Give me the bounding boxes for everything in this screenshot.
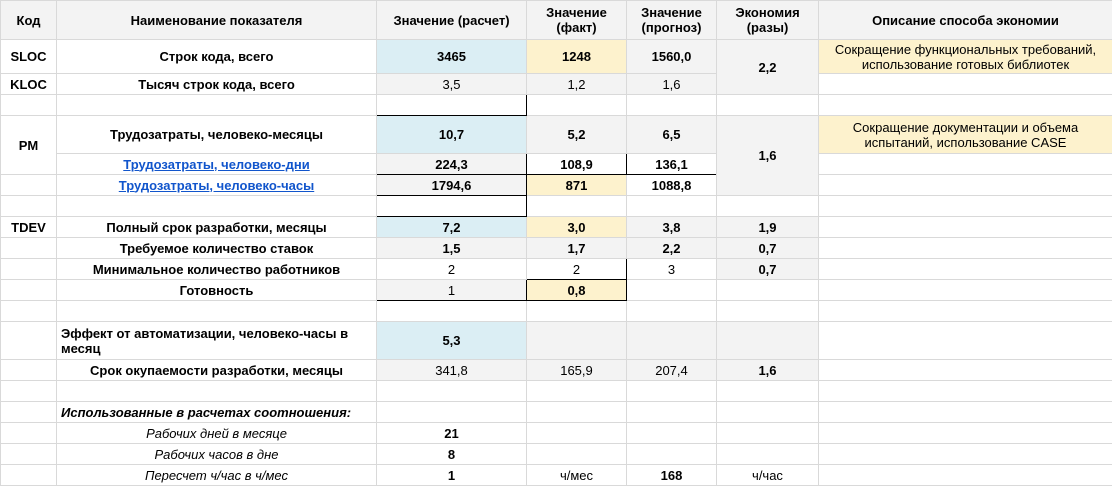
cell-forecast-tdev[interactable]: 3,8 [627, 217, 717, 238]
cell-forecast-sloc[interactable]: 1560,0 [627, 40, 717, 74]
cell-name-effect[interactable]: Эффект от автоматизации, человеко-часы в месяц [57, 322, 377, 360]
cell-empty[interactable] [819, 175, 1112, 196]
cell-name-tdev[interactable]: Полный срок разработки, месяцы [57, 217, 377, 238]
table-row [1, 95, 1112, 116]
cell-empty[interactable] [819, 423, 1112, 444]
cell-empty[interactable] [819, 74, 1112, 95]
cell-empty[interactable] [527, 322, 627, 360]
cell-empty[interactable] [377, 196, 527, 217]
ratio-label-conversion[interactable]: Пересчет ч/час в ч/мес [57, 465, 377, 486]
cell-empty[interactable] [377, 402, 527, 423]
cell-empty[interactable] [1, 322, 57, 360]
ratios-title[interactable]: Использованные в расчетах соотношения: [57, 402, 377, 423]
cell-empty[interactable] [819, 444, 1112, 465]
cell-empty[interactable] [377, 301, 527, 322]
cell-forecast-workers[interactable]: 3 [627, 259, 717, 280]
table-row [1, 74, 1112, 95]
cell-empty[interactable] [527, 444, 627, 465]
table-row [1, 217, 1112, 238]
cell-empty[interactable] [717, 322, 819, 360]
cell-empty[interactable] [717, 280, 819, 301]
cell-name-readiness[interactable]: Готовность [57, 280, 377, 301]
cell-empty[interactable] [57, 196, 377, 217]
cell-forecast-pm-days[interactable]: 136,1 [627, 154, 717, 175]
cell-empty[interactable] [527, 381, 627, 402]
cell-name-pm-days[interactable] [57, 154, 377, 175]
cell-empty[interactable] [819, 196, 1112, 217]
cell-empty[interactable] [717, 381, 819, 402]
cell-empty[interactable] [819, 322, 1112, 360]
cell-empty[interactable] [627, 381, 717, 402]
ratio-value-work-hours[interactable]: 8 [377, 444, 527, 465]
cell-calc-pm-hours[interactable]: 1794,6 [377, 175, 527, 196]
cell-calc-tdev[interactable]: 7,2 [377, 217, 527, 238]
cell-empty[interactable] [717, 196, 819, 217]
cell-name-sloc[interactable]: Строк кода, всего [57, 40, 377, 74]
cell-economy-pm[interactable]: 1,6 [717, 116, 819, 196]
cell-empty[interactable] [527, 95, 627, 116]
cell-empty[interactable] [527, 423, 627, 444]
cell-empty[interactable] [819, 217, 1112, 238]
cell-empty[interactable] [627, 402, 717, 423]
cell-empty[interactable] [717, 444, 819, 465]
cell-calc-rates[interactable]: 1,5 [377, 238, 527, 259]
cell-empty[interactable] [717, 402, 819, 423]
cell-fact-kloc[interactable]: 1,2 [527, 74, 627, 95]
cell-empty[interactable] [377, 95, 527, 116]
link-pm-hours[interactable]: Трудозатраты, человеко-часы [118, 177, 315, 193]
cell-empty[interactable] [627, 95, 717, 116]
cell-forecast-payback[interactable]: 207,4 [627, 360, 717, 381]
cell-calc-payback[interactable]: 341,8 [377, 360, 527, 381]
table-row [1, 280, 1112, 301]
cell-empty[interactable] [377, 381, 527, 402]
table-row [1, 444, 1112, 465]
cell-calc-effect[interactable]: 5,3 [377, 322, 527, 360]
cell-code-kloc[interactable]: KLOC [1, 74, 57, 95]
cell-empty[interactable] [1, 423, 57, 444]
ratio-unit-month[interactable]: ч/мес [527, 465, 627, 486]
cell-fact-readiness[interactable]: 0,8 [527, 280, 627, 301]
cell-code-sloc[interactable]: SLOC [1, 40, 57, 74]
header-forecast: Значение (прогноз) [627, 1, 717, 40]
cell-fact-tdev[interactable]: 3,0 [527, 217, 627, 238]
cell-empty[interactable] [1, 444, 57, 465]
ratio-unit-hour[interactable]: ч/час [717, 465, 819, 486]
header-calc: Значение (расчет) [377, 1, 527, 40]
cell-fact-payback[interactable]: 165,9 [527, 360, 627, 381]
cell-fact-pm-hours[interactable]: 871 [527, 175, 627, 196]
cell-name-pm[interactable]: Трудозатраты, человеко-месяцы [57, 116, 377, 154]
cell-empty[interactable] [819, 259, 1112, 280]
cell-economy-tdev[interactable]: 1,9 [717, 217, 819, 238]
ratio-value-work-days[interactable]: 21 [377, 423, 527, 444]
cell-fact-sloc[interactable]: 1248 [527, 40, 627, 74]
ratio-label-work-days[interactable]: Рабочих дней в месяце [57, 423, 377, 444]
table-row [1, 238, 1112, 259]
ratio-label-work-hours[interactable]: Рабочих часов в дне [57, 444, 377, 465]
cell-empty[interactable] [1, 301, 57, 322]
cell-empty[interactable] [819, 381, 1112, 402]
cell-empty[interactable] [819, 280, 1112, 301]
table-row [1, 423, 1112, 444]
cell-calc-pm-days[interactable]: 224,3 [377, 154, 527, 175]
cell-name-kloc[interactable]: Тысяч строк кода, всего [57, 74, 377, 95]
table-row [1, 301, 1112, 322]
table-row [1, 40, 1112, 74]
cell-empty[interactable] [57, 301, 377, 322]
cell-empty[interactable] [57, 381, 377, 402]
cell-calc-kloc[interactable]: 3,5 [377, 74, 527, 95]
ratio-value-conversion-2[interactable]: 168 [627, 465, 717, 486]
cell-empty[interactable] [527, 196, 627, 217]
cell-empty[interactable] [1, 381, 57, 402]
cell-name-payback[interactable]: Срок окупаемости разработки, месяцы [57, 360, 377, 381]
cell-calc-workers[interactable]: 2 [377, 259, 527, 280]
cell-forecast-pm-hours[interactable]: 1088,8 [627, 175, 717, 196]
cell-empty[interactable] [1, 402, 57, 423]
cell-empty[interactable] [527, 301, 627, 322]
table-row [1, 402, 1112, 423]
cell-economy-workers[interactable]: 0,7 [717, 259, 819, 280]
table-row [1, 175, 1112, 196]
cell-empty[interactable] [627, 444, 717, 465]
cell-empty[interactable] [627, 423, 717, 444]
cell-empty[interactable] [1, 259, 57, 280]
cell-empty[interactable] [1, 360, 57, 381]
cell-description-sloc[interactable]: Сокращение функциональных требований, использование готовых библиотек [819, 40, 1112, 74]
link-pm-days[interactable]: Трудозатраты, человеко-дни [123, 156, 310, 172]
table-row [1, 381, 1112, 402]
cell-empty[interactable] [717, 301, 819, 322]
cell-fact-workers[interactable]: 2 [527, 259, 627, 280]
cell-empty[interactable] [1, 465, 57, 486]
header-code: Код [1, 1, 57, 40]
table-row [1, 465, 1112, 486]
table-row [1, 154, 1112, 175]
cell-code-pm[interactable]: PM [1, 116, 57, 175]
cell-empty[interactable] [1, 175, 57, 196]
cell-name-pm-hours[interactable] [57, 175, 377, 196]
cell-empty[interactable] [627, 196, 717, 217]
cell-empty[interactable] [627, 322, 717, 360]
cell-empty[interactable] [819, 154, 1112, 175]
cell-forecast-rates[interactable]: 2,2 [627, 238, 717, 259]
cell-empty[interactable] [819, 402, 1112, 423]
cell-empty[interactable] [627, 280, 717, 301]
cell-fact-pm[interactable]: 5,2 [527, 116, 627, 154]
cell-fact-rates[interactable]: 1,7 [527, 238, 627, 259]
table-row [1, 196, 1112, 217]
header-fact: Значение (факт) [527, 1, 627, 40]
table-row [1, 259, 1112, 280]
cell-fact-pm-days[interactable]: 108,9 [527, 154, 627, 175]
cell-calc-pm[interactable]: 10,7 [377, 116, 527, 154]
ratio-value-conversion[interactable]: 1 [377, 465, 527, 486]
cell-calc-sloc[interactable]: 3465 [377, 40, 527, 74]
cell-empty[interactable] [819, 238, 1112, 259]
cell-empty[interactable] [1, 280, 57, 301]
cell-empty[interactable] [527, 402, 627, 423]
cell-empty[interactable] [1, 95, 57, 116]
cell-empty[interactable] [819, 360, 1112, 381]
cell-name-workers[interactable]: Минимальное количество работников [57, 259, 377, 280]
cell-empty[interactable] [819, 465, 1112, 486]
cell-forecast-pm[interactable]: 6,5 [627, 116, 717, 154]
header-name: Наименование показателя [57, 1, 377, 40]
cell-empty[interactable] [1, 238, 57, 259]
cell-empty[interactable] [819, 95, 1112, 116]
table-row [1, 322, 1112, 360]
cell-economy-payback[interactable]: 1,6 [717, 360, 819, 381]
cell-economy-sloc[interactable]: 2,2 [717, 40, 819, 95]
cell-calc-readiness[interactable]: 1 [377, 280, 527, 301]
cell-empty[interactable] [57, 95, 377, 116]
table-row [1, 116, 1112, 154]
cell-name-rates[interactable]: Требуемое количество ставок [57, 238, 377, 259]
header-description: Описание способа экономии [819, 1, 1112, 40]
table-row [1, 360, 1112, 381]
cell-empty[interactable] [1, 196, 57, 217]
cell-code-tdev[interactable]: TDEV [1, 217, 57, 238]
cell-empty[interactable] [627, 301, 717, 322]
cell-description-pm[interactable]: Сокращение документации и объема испытаний, использование CASE [819, 116, 1112, 154]
cell-empty[interactable] [717, 423, 819, 444]
cell-empty[interactable] [819, 301, 1112, 322]
cell-economy-rates[interactable]: 0,7 [717, 238, 819, 259]
header-economy: Экономия (разы) [717, 1, 819, 40]
header-row [1, 1, 1112, 40]
cell-empty[interactable] [717, 95, 819, 116]
cell-forecast-kloc[interactable]: 1,6 [627, 74, 717, 95]
